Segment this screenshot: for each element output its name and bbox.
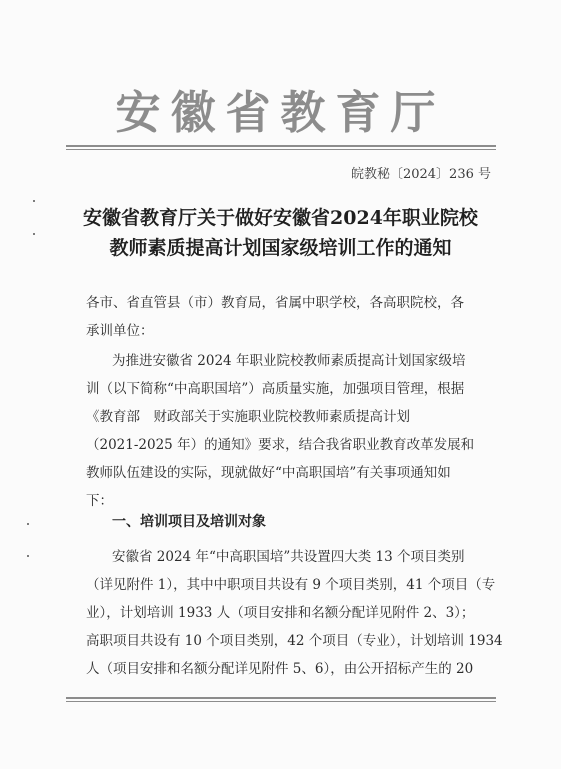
section-line: 高职项目共设有 10 个项目类别，42 个项目（专业），计划培训 1934 [86,633,503,649]
section-line: （详见附件 1），其中中职项目共设有 9 个项目类别，41 个项目（专 [86,577,496,593]
binding-hole-mark [33,200,35,202]
binding-hole-mark [27,523,29,525]
addressee-line-1: 各市、省直管县（市）教育局，省属中职学校，各高职院校，各 [86,295,464,311]
footer-rule-thin [66,701,496,702]
section-line: 安徽省 2024 年“中高职国培”共设置四大类 13 个项目类别 [112,549,465,565]
footer-rule [66,697,496,699]
intro-line: （2021-2025 年）的通知》要求，结合我省职业教育改革发展和 [86,437,475,453]
title-line-2: 教师素质提高计划国家级培训工作的通知 [109,237,452,259]
intro-line: 教师队伍建设的实际，现就做好“中高职国培”有关事项通知如 [86,465,451,481]
section-line: 人（项目安排和名额分配详见附件 5、6），由公开招标产生的 20 [86,661,474,677]
binding-hole-mark [33,233,35,235]
section-line: 业），计划培训 1933 人（项目安排和名额分配详见附件 2、3）； [86,605,475,621]
document-number: 皖教秘〔2024〕236 号 [350,167,491,182]
masthead: 安徽省教育厅 [115,86,446,139]
intro-line: 下： [86,493,113,509]
title-line-1: 安徽省教育厅关于做好安徽省2024年职业院校 [83,207,478,229]
intro-line: 训（以下简称“中高职国培”）高质量实施，加强项目管理，根据 [86,381,465,397]
intro-line: 《教育部 财政部关于实施职业院校教师素质提高计划 [86,409,410,425]
binding-hole-mark [27,555,29,557]
header-rule-thin [66,149,496,150]
section-heading: 一、培训项目及培训对象 [112,514,266,530]
addressee-line-2: 承训单位： [86,323,154,339]
header-rule [66,145,496,147]
intro-line: 为推进安徽省 2024 年职业院校教师素质提高计划国家级培 [112,353,466,369]
